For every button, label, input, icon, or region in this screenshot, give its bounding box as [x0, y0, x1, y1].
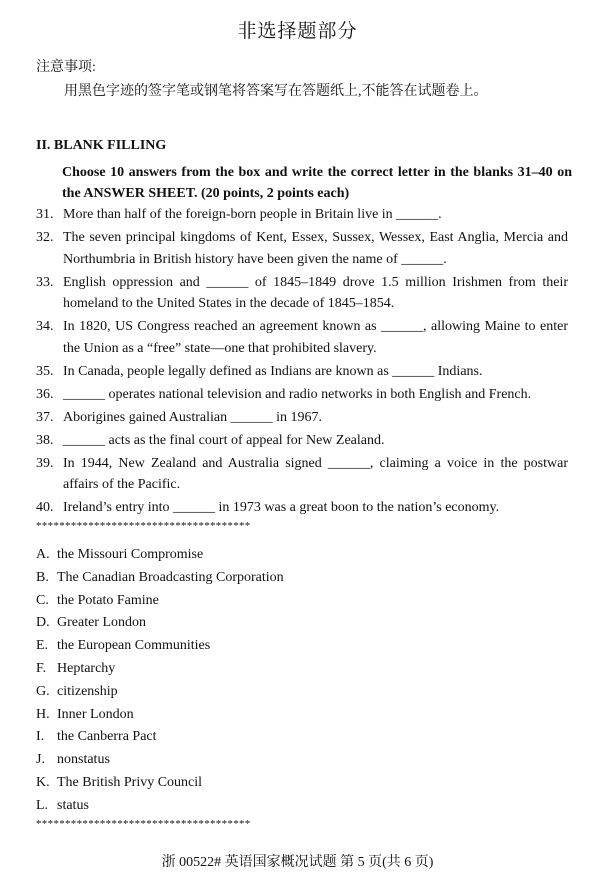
option-j [36, 749, 536, 772]
option-text: Heptarchy [57, 660, 116, 676]
option-letter: I. [36, 729, 45, 745]
option-letter: L. [36, 797, 49, 813]
option-text: Inner London [57, 706, 134, 722]
question-33 [36, 272, 568, 315]
option-text: status [57, 797, 89, 813]
question-list [36, 204, 568, 520]
question-text: The seven principal kingdoms of Kent, Essex, Sussex, Wessex, East Anglia, Mercia and Northumbria in British history have been given the name of ______. [63, 230, 568, 267]
option-list [36, 544, 536, 818]
option-letter: A. [36, 547, 50, 562]
question-number: 32. [36, 230, 54, 245]
option-text: Greater London [57, 615, 147, 631]
option-k [36, 772, 536, 795]
option-text: the European Communities [57, 638, 211, 654]
question-37 [36, 407, 568, 429]
option-g [36, 681, 536, 704]
option-text: citizenship [57, 683, 118, 699]
section-instruction: Choose 10 answers from the box and write the correct letter in the blanks 31–40 on the ANSWER SHEET. (20 points, 2 points each) [62, 165, 572, 201]
option-text: nonstatus [57, 752, 110, 768]
option-letter: C. [36, 592, 49, 608]
option-text: the Canberra Pact [57, 729, 157, 745]
question-number: 39. [36, 455, 54, 471]
question-text: Ireland’s entry into ______ in 1973 was a great boon to the nation’s economy. [63, 500, 500, 515]
question-38 [36, 430, 568, 452]
question-32 [36, 227, 568, 270]
option-letter: E. [36, 638, 49, 654]
option-i [36, 726, 536, 749]
question-number: 36. [36, 386, 54, 402]
option-letter: G. [36, 683, 50, 699]
option-letter: B. [36, 569, 49, 585]
question-36 [36, 384, 568, 406]
option-letter: F. [36, 660, 47, 676]
page-title: 非选择题部分 [237, 21, 358, 42]
question-number: 31. [36, 207, 54, 222]
option-c [36, 590, 536, 613]
page-footer: 浙 00522# 英语国家概况试题 第 5 页(共 6 页) [161, 855, 434, 870]
option-h [36, 704, 536, 727]
question-34 [36, 316, 568, 359]
question-text: In 1944, New Zealand and Australia signed ______, claiming a voice in the postwar affairs of the Pacific. [63, 455, 568, 492]
separator-bottom: ************************************* [36, 818, 251, 830]
question-number: 37. [36, 409, 54, 425]
option-letter: H. [36, 706, 50, 722]
question-text: In 1820, US Congress reached an agreement known as ______, allowing Maine to enter the Union as a “free” state—one that prohibited slavery. [63, 319, 568, 356]
option-a [36, 544, 536, 567]
option-l [36, 795, 536, 818]
option-text: The Canadian Broadcasting Corporation [57, 569, 284, 585]
question-35 [36, 361, 568, 383]
question-number: 33. [36, 274, 54, 290]
question-number: 34. [36, 319, 54, 334]
question-number: 35. [36, 363, 54, 379]
question-31 [36, 204, 568, 226]
notice-heading: 注意事项: [36, 60, 96, 75]
question-number: 38. [36, 432, 54, 448]
option-letter: J. [36, 752, 45, 768]
option-text: The British Privy Council [57, 774, 203, 790]
option-text: the Potato Famine [57, 592, 159, 608]
option-f [36, 658, 536, 681]
option-e [36, 635, 536, 658]
section-heading: II. BLANK FILLING [36, 138, 167, 153]
option-letter: K. [36, 774, 50, 790]
question-text: English oppression and ______ of 1845–1849 drove 1.5 million Irishmen from their homeland to the United States in the decade of 1845–1854. [63, 274, 568, 311]
question-text: More than half of the foreign-born people in Britain live in ______. [63, 207, 442, 222]
option-text: the Missouri Compromise [57, 547, 204, 562]
option-d [36, 612, 536, 635]
question-text: In Canada, people legally defined as Indians are known as ______ Indians. [63, 363, 483, 379]
question-text: ______ acts as the final court of appeal for New Zealand. [63, 432, 385, 448]
option-b [36, 567, 536, 590]
separator-top: ************************************* [36, 520, 251, 532]
question-39 [36, 453, 568, 496]
question-text: Aborigines gained Australian ______ in 1967. [63, 409, 322, 425]
question-text: ______ operates national television and radio networks in both English and French. [63, 386, 532, 402]
option-letter: D. [36, 615, 50, 631]
notice-text: 用黑色字迹的签字笔或钢笔将答案写在答题纸上,不能答在试题卷上。 [64, 84, 488, 99]
question-40 [36, 497, 568, 519]
question-number: 40. [36, 500, 54, 515]
